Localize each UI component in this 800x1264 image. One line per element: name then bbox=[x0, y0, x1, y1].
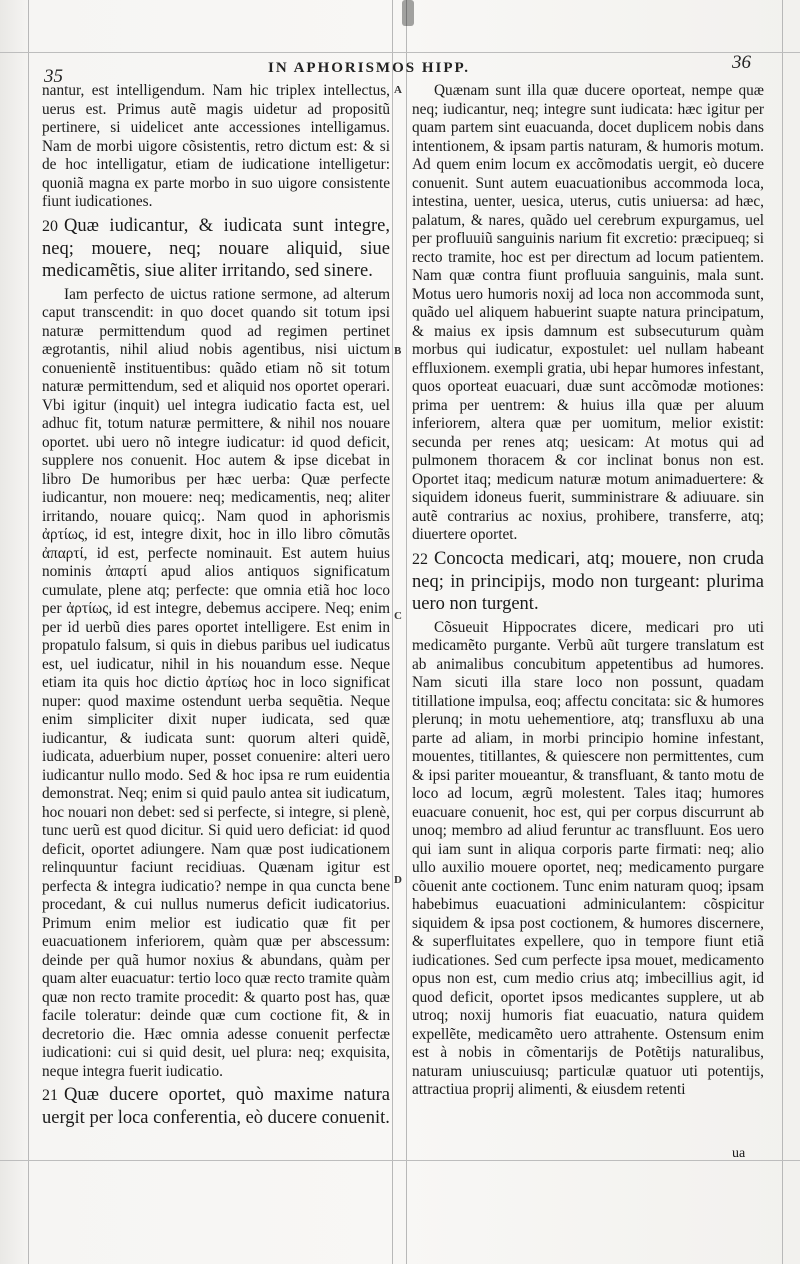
page-edge-line bbox=[782, 0, 783, 1264]
aphorism-21 bbox=[42, 1084, 390, 1129]
aphorism-number: 20 bbox=[42, 217, 58, 235]
catchword: ua bbox=[732, 1146, 746, 1161]
aphorism-text: Quæ ducere oportet, quò maxime natura uergit per loca conferentia, eò ducere conuenit. bbox=[42, 1085, 390, 1128]
page-number-left: 35 bbox=[44, 66, 63, 87]
page-edge-line bbox=[28, 0, 29, 1264]
aphorism-20 bbox=[42, 215, 390, 282]
commentary-paragraph: Quænam sunt illa quæ ducere oporteat, nempe quæ neq; iudicantur, neq; integre sunt iudicata: hæc igitur per quam partem sint euacuanda, docet duplicem nobis dans intentionem, & ipsam partis naturam, & humoris motum. Ad quem enim locum ex accõmodatis uergit, eò ducere conuenit. Sunt autem euacuationibus accommoda loca, intestina, uenter, uesica, uterus, cutis uniuersa: ad hæc, palatum, & nares, quãdo uel cerebrum expurgamus, uel per profluuiũ sanguinis narium fit excretio: præcipueq; si recto tramite, hoc est per directum ad locum patientem. Nam quæ contra fiunt profluuia sanguinis, mala sunt. Motus uero humoris noxij ad loca non accommoda sunt, quãdo uel aliquem habuerint suapte natura principatum, & maius ex ipsis damnum est subsecuturum quàm morbus qui iudicatur, expostulet: uel nullam habeant effluxionem. exempli gratia, ubi hepar humores infestant, quos oporteat euacuari, duæ sunt accõmodæ motiones: prima per uentrem: & huius illa quæ per aluum inferiorem, altera quæ per uomitum, melior existit: secunda per renes atq; uesicam: At motus qui ad pulmonem thoracem & cor inclinat bonus non est. Oportet itaq; medicum naturæ motum animaduertere: & siquidem idoneus fuerit, sumministrare & adiuuare. sin autẽ contrarius ac noxius, prohibere, transferre, atq; diuertere oportet. bbox=[412, 82, 764, 543]
margin-letter-b: B bbox=[394, 345, 402, 357]
footer-rule bbox=[0, 1160, 800, 1161]
margin-letter-c: C bbox=[394, 610, 402, 622]
commentary-paragraph: nantur, est intelligendum. Nam hic triplex intellectus, uerus est. Primus autẽ magis uidetur ad propositũ pertinere, si uidelicet ante accessiones intelligamus. Nam de morbi uigore cõsistentis, retro dictum est: & si de hoc intelligatur, etiam de iudicatione intelligetur: quoniã magna ex parte morbo in suo uigore consistente fiunt iudicationes. bbox=[42, 82, 390, 210]
margin-letter-d: D bbox=[394, 874, 402, 886]
gutter-line bbox=[392, 0, 393, 1264]
margin-letter-a: A bbox=[394, 84, 402, 96]
header-rule bbox=[0, 52, 800, 53]
commentary-paragraph: Cõsueuit Hippocrates dicere, medicari pro uti medicamẽto purgante. Verbũ aũt turgere translatum est ab animalibus concubitum appetentibus ad humores. Nam sicuti illa stare loco non possunt, quadam titillatione impulsa, eoq; affectu concitata: sic & humores plerunq; in motu uehementiore, atq; transfluxu ab una parte ad aliam, in morbi principio homine infestant, mouentes, titillantes, & quiescere non permittentes, cum & ipsi pariter moueantur, & transfluant, & tanto motu de loco ad locum, ægrũ molestent. Tales itaq; humores euacuare conuenit, hoc est, qui per corpus discurrunt ab unoq; membro ad aliud feruntur ac transfluunt. Eos uero qui iam sunt in aliqua corporis parte firmati: neq; alio ullo auxilio mouere oportet, neq; medicamento purgare cõuenit ante coctionem. Tunc enim naturam quoq; ipsam habebimus euacuationi adminiculantem: cõspicitur siquidem & ipsa post coctionem, & humores discernere, & superfluitates expellere, quo in tempore fiunt etiã iudicationes. Sed cum perfecte ipsa mouet, medicamento opus non est, cum medio crius atq; imbecillius agit, id quod deficit, oportet ipsos medicantes supplere, ut ab utroq; noxij humoris fiat euacuatio, natura quidem expellẽte, medicamẽto uero attrahente. Ostensum enim est à nobis in cõmentarijs de Potẽtijs naturalibus, naturam uniuscuiusq; particulæ quatuor uti potentijs, attractiua proprij alimenti, & eiusdem retenti bbox=[412, 618, 764, 1098]
left-column bbox=[42, 82, 390, 1133]
aphorism-number: 21 bbox=[42, 1087, 58, 1104]
gutter-line bbox=[406, 0, 407, 1264]
aphorism-text: Concocta medicari, atq; mouere, non cruda neq; in principijs, modo non turgeant: plurima uero non turgent. bbox=[412, 548, 764, 614]
aphorism-number: 22 bbox=[412, 550, 428, 568]
running-title: IN APHORISMOS HIPP. bbox=[268, 60, 471, 76]
aphorism-22 bbox=[412, 548, 764, 615]
aphorism-text: Quæ iudicantur, & iudicata sunt integre, neq; mouere, neq; nouare aliquid, siue medicamẽtis, siue aliter irritando, sed sinere. bbox=[42, 215, 390, 281]
page-number-right: 36 bbox=[732, 52, 751, 73]
right-column bbox=[412, 82, 764, 1100]
commentary-paragraph: Iam perfecto de uictus ratione sermone, ad alterum caput transcendit: in quo docet quando sit totum ipsi naturæ permittendum quod ad regimen pertinet ægrotantis, nihil aliud nobis agentibus, nisi uictum conuenientẽ instituentibus: quãdo etiam nõ sit totum naturæ permittendum, sed et aliquid nos oportet operari. Vbi igitur (inquit) uel integra iudicatio facta est, uel adhuc fit, totum naturæ permittere, & nihil nos nouare oportet. ubi uero nõ integre iudicatur: id quod deficit, supplere nos conuenit. Hoc autem & ipse dicebat in libro De humoribus per hæc uerba: Quæ perfecte iudicantur, non mouere: neq; medicamentis, neq; aliter irritando, nouare quicq;. Nam quod in aphorismis ἀρτίως, id est, integre dixit, hoc in illo libro cõmutãs ἀπαρτί, id est, perfecte nominauit. Est autem huius nominis ἀπαρτί apud alios antiquos significatum cumulate, plene atq; perfecte: que omnia etiã hoc loco per ἀρτίως, id est integre, debemus accipere. Neq; enim per id uerbũ dies pares oportet intelligere. Est enim in propatulo falsum, si quis in diebus paribus uel iudicatus est, uel iudicatur, nihil in his nouandum esse. Neque etiam ita quis hoc dictio ἀρτίως hoc in loco significat nuper: quod maxime ostendunt uerba sequẽtia. Neque enim simpliciter dixit nuper iudicata, sed quæ iudicantur, & iudicata sunt: quorum alteri quidẽ, iudicata, aduerbium nuper, posset conuenire: alteri uero iudicantur nullo modo. Sed & hoc ipsa re rum euidentia demonstrat. Neq; enim si quid paulo antea sit iudicatum, hoc nouari non debet: sed si perfecte, si integre, si plenè, tunc uerũ est quod dicitur. Si quid uero deficiat: id quod deficit, oportet adiungere. Nam quæ post iudicationem relinquuntur faciunt recidiuas. Quænam igitur est perfecta & integra iudicatio? nempe in qua cuncta bene procedant, & cui nullus numerus deficit iudicatorius. Primum enim melior est iudicatio quæ fit per euacuationem inferiorem, quàm quæ per abscessum: deinde per quã humor noxius & abundans, quàm per quam alter euacuatur: tertio loco quæ recto tramite quàm quæ non recto tramite procedit: & quarto post has, quæ facile toleratur: deinde quæ cum coctione fit, & in decretorio die. Hæc omnia adesse conuenit perfectæ iudicationi: cui si quid desit, uel plura: neq; exquisita, neque integra fuerit iudicatio. bbox=[42, 285, 390, 1080]
binding-mark bbox=[402, 0, 414, 26]
